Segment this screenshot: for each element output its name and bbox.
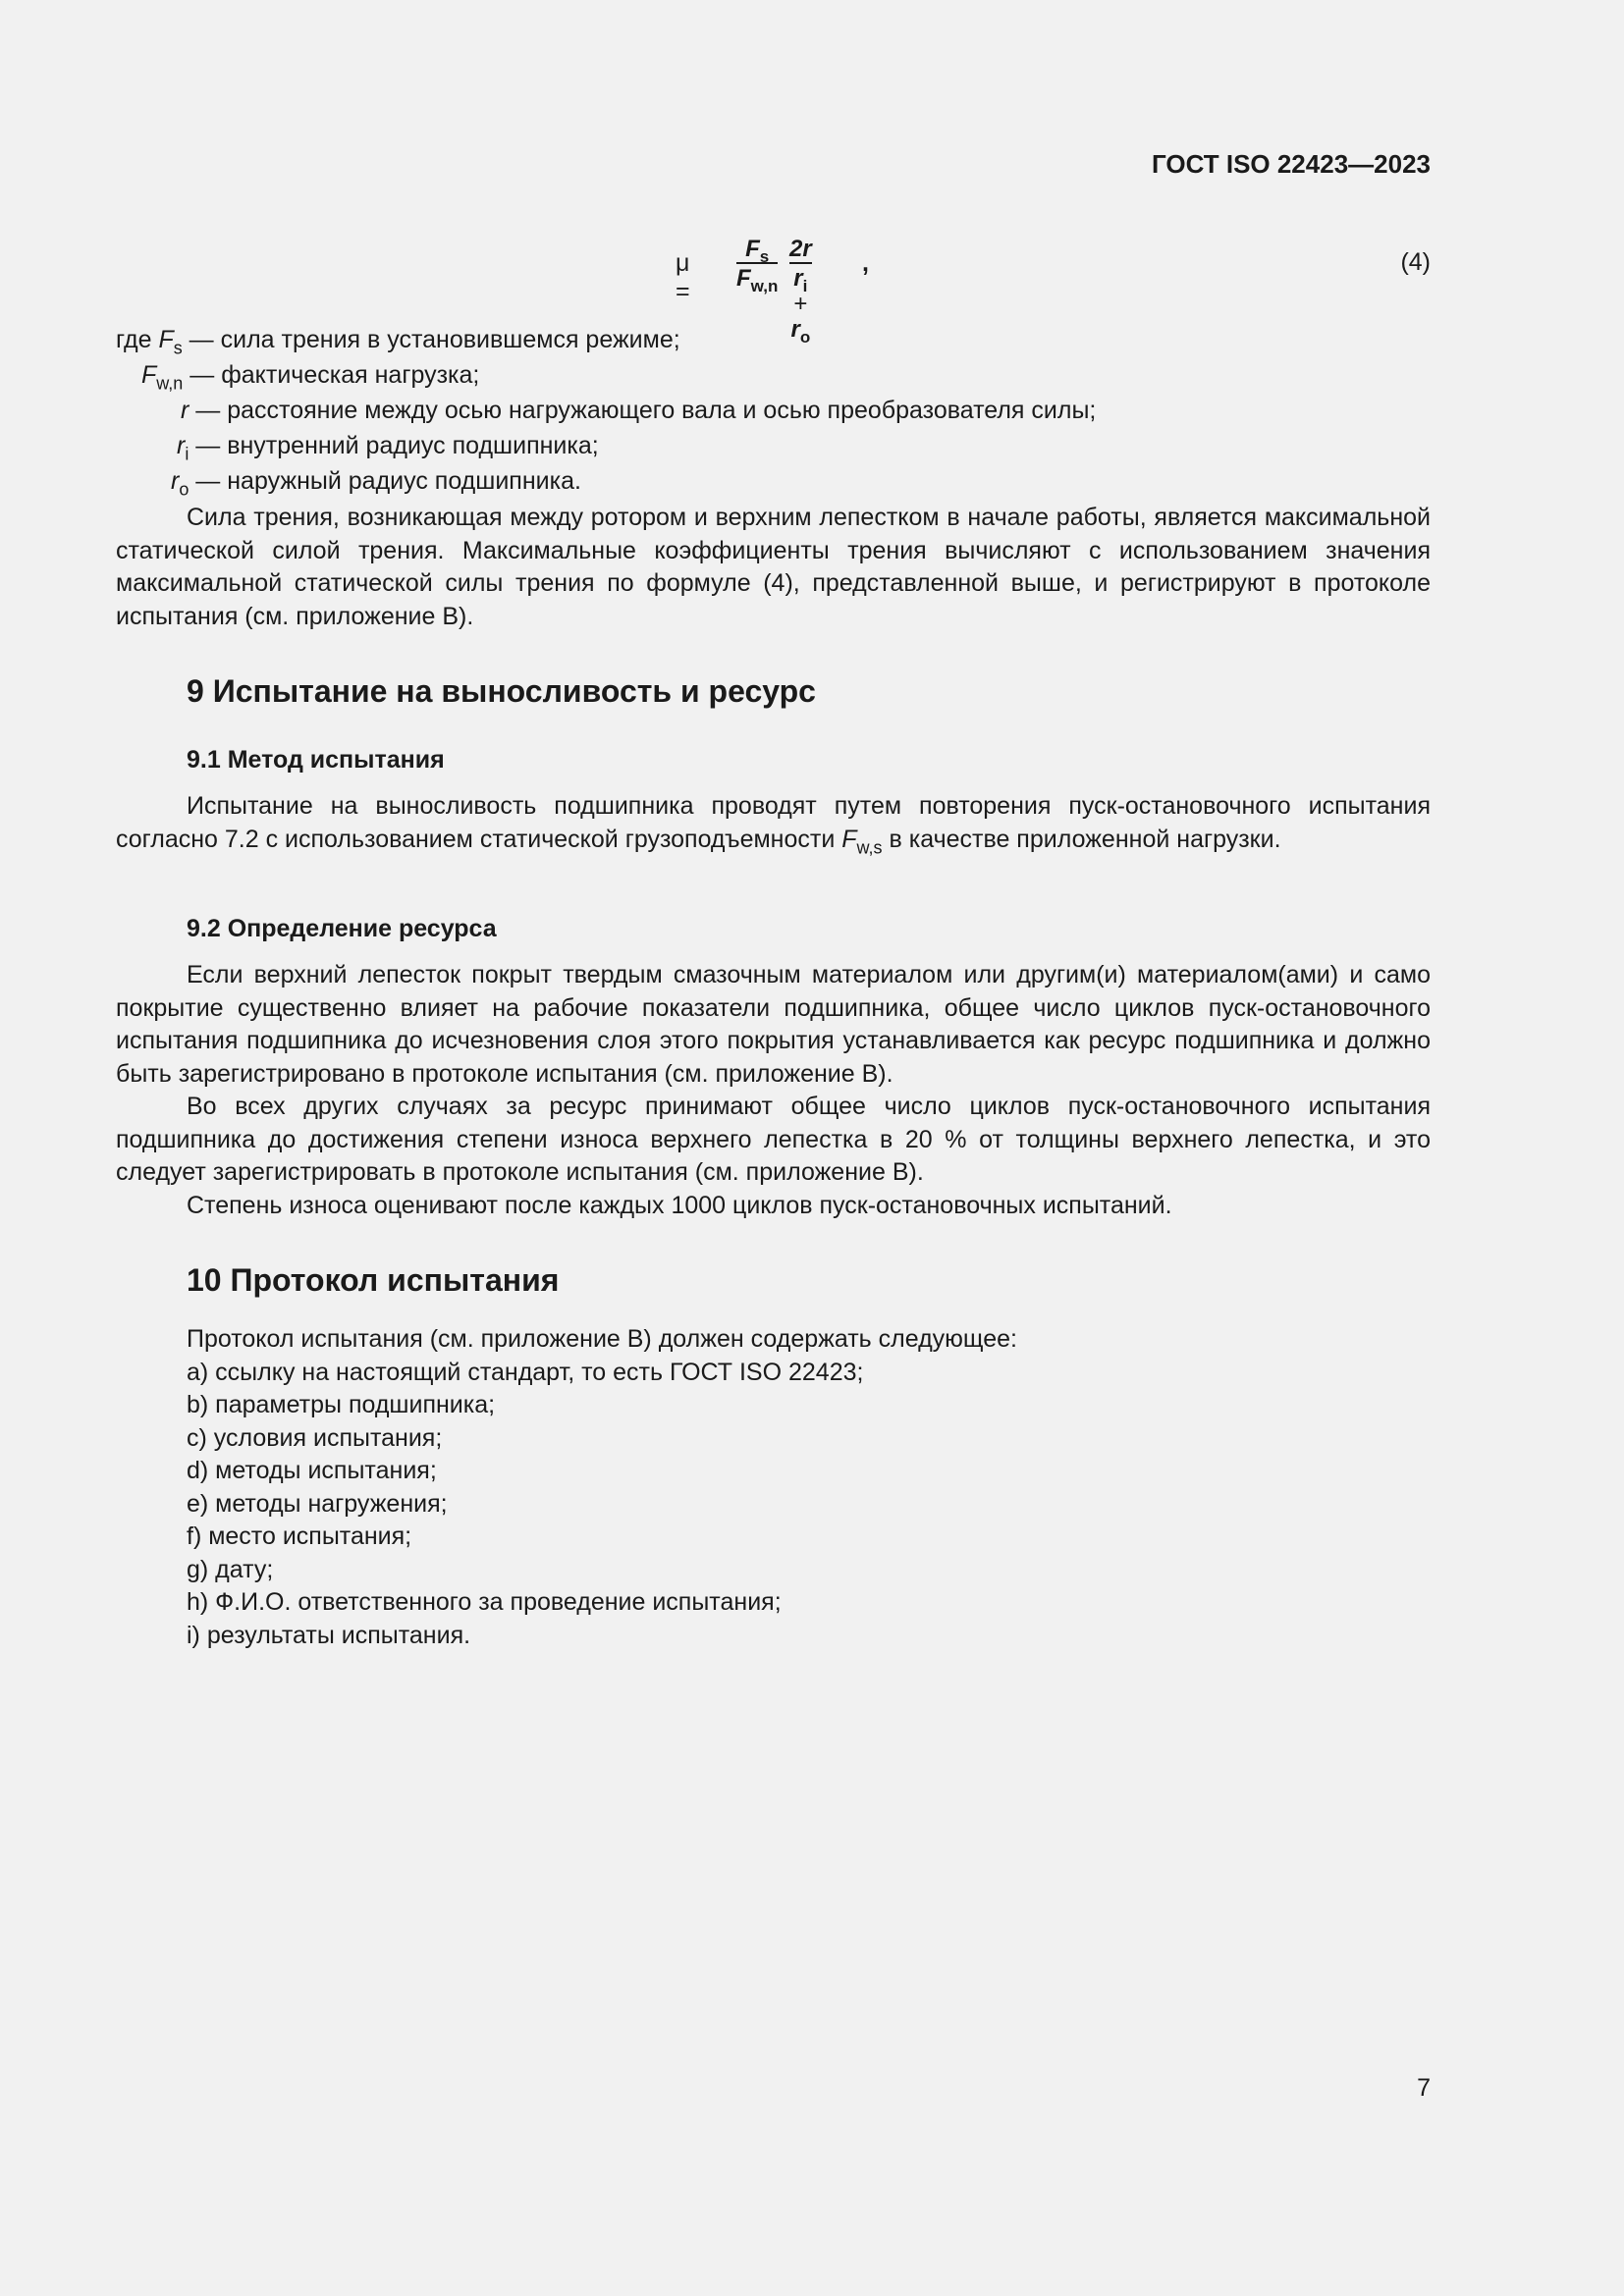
section-9-2-heading: 9.2 Определение ресурса [187,915,497,942]
page-number: 7 [1417,2074,1431,2102]
list-item: b) параметры подшипника; [187,1391,496,1418]
where-item-3: $r_i$ — внутренний радиус подшипника; [177,432,599,464]
list-item: f) место испытания; [187,1522,412,1550]
section-9-1-paragraph: Испытание на выносливость подшипника проводят путем повторения пуск-остановочного испытания согласно 7.2 с использованием статической грузоподъемности $F_{w,s}$ в качестве приложенной нагрузки. [116,792,1431,857]
paragraph-friction: Сила трения, возникающая между ротором и верхним лепестком в начале работы, является максимальной статической силой трения. Максимальные коэффициенты трения вычисляют с использованием значения максимальной статической силы трения по формуле (4), представленной выше, и регистрируют в протоколе испытания (см. приложение В). [116,504,1431,630]
formula-comma: , [862,249,869,277]
where-item-1: $F_{w,n}$ — фактическая нагрузка; [141,361,480,394]
list-item: c) условия испытания; [187,1423,443,1452]
section-9-heading: 9 Испытание на выносливость и ресурс [187,673,816,709]
fraction-force-numerator: $F_s$ [745,236,770,266]
section-9-1-heading: 9.1 Метод испытания [187,746,445,774]
formula-number: (4) [1400,248,1431,276]
list-item: d) методы испытания; [187,1457,437,1484]
formula-mu: μ = [676,249,690,305]
report-intro: Протокол испытания (см. приложение В) должен содержать следующее: [187,1325,1017,1353]
fraction-radius-numerator: 2r [789,236,812,262]
where-item-4: $r_o$ — наружный радиус подшипника. [171,467,581,500]
list-item: a) ссылку на настоящий стандарт, то есть ГОСТ ISO 22423; [187,1358,864,1386]
section-9-2-paragraph-2: Во всех других случаях за ресурс принимают общее число циклов пуск-остановочного испытания подшипника до достижения степени износа верхнего лепестка в 20 % от толщины верхнего лепестка, и это следует зарегистрировать в протоколе испытания (см. приложение В). [116,1093,1431,1187]
report-contents-list [187,1323,1017,1652]
fraction-force [736,236,779,295]
where-intro: где [116,326,152,353]
section-10-heading: 10 Протокол испытания [187,1262,560,1298]
list-item: g) дату; [187,1555,274,1583]
where-item-0: где $F_s$ — сила трения в установившемся режиме; [116,326,680,358]
where-item-2: r — расстояние между осью нагружающего вала и осью преобразователя силы; [181,397,1097,424]
list-item: e) методы нагружения; [187,1489,448,1518]
section-9-2-paragraph-3: Степень износа оценивают после каждых 1000 циклов пуск-остановочных испытаний. [187,1192,1172,1219]
fraction-force-denominator: $F_{w,n}$ [736,262,778,292]
fraction-radius [789,236,812,347]
list-item: i) результаты испытания. [187,1621,471,1649]
fraction-radius-denominator: $r_i + r_o$ [789,262,812,343]
running-header: ГОСТ ISO 22423—2023 [1151,149,1431,179]
list-item: h) Ф.И.О. ответственного за проведение испытания; [187,1588,782,1616]
section-9-2-paragraph-1: Если верхний лепесток покрыт твердым смазочным материалом или другим(и) материалом(ами) и само покрытие существенно влияет на рабочие показатели подшипника, общее число циклов пуск-остановочного испытания подшипника до исчезновения слоя этого покрытия устанавливается как ресурс подшипника и должно быть зарегистрировано в протоколе испытания (см. приложение В). [116,961,1431,1088]
